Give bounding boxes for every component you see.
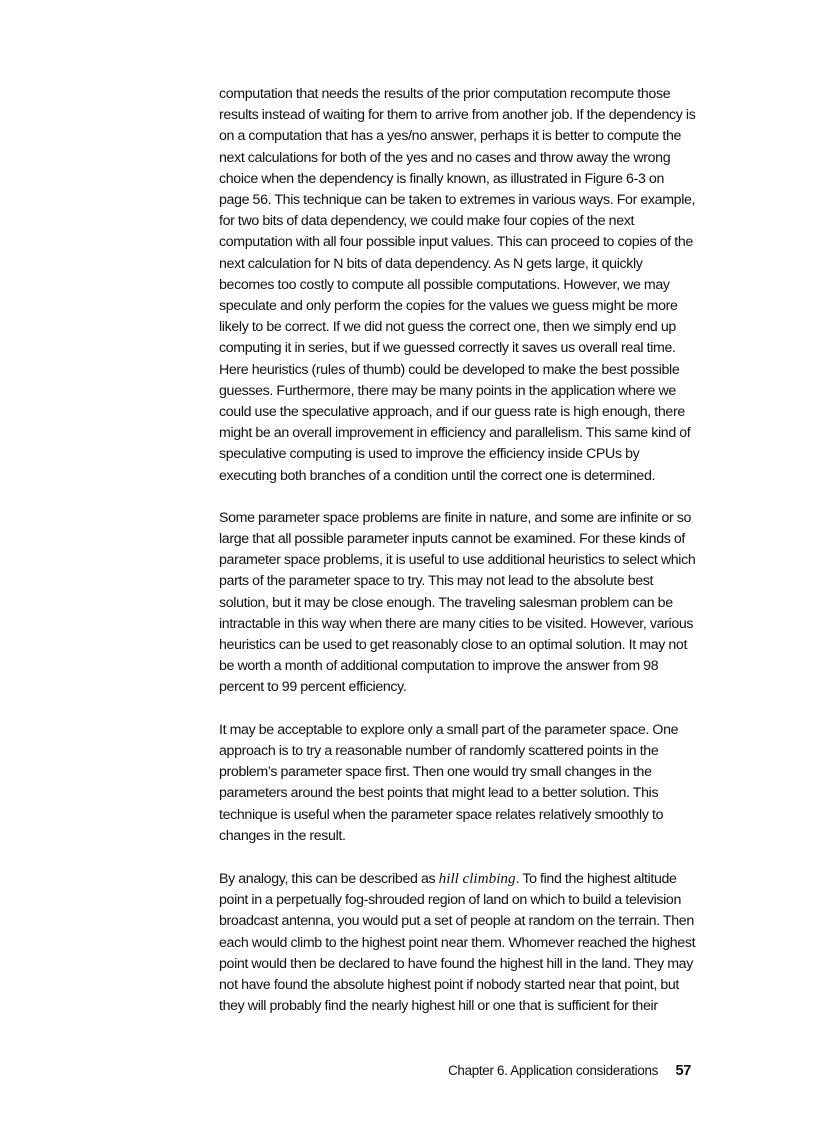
paragraph-parameter-space: Some parameter space problems are finite in nature, and some are infinite or so large that all possible parameter inputs cannot be examined. For these kinds of parameter space problems, it is useful to use additional heuristics to select which parts of the parameter space to try. This may not lead to the absolute best solution, but it may be close enough. The traveling salesman problem can be intractable in this way when there are many cities to be visited. However, various heuristics can be used to get reasonably close to an optimal solution. It may not be worth a month of additional computation to improve the answer from 98 percent to 99 percent efficiency. [219, 509, 696, 696]
chapter-title: Chapter 6. Application considerations [448, 1063, 659, 1078]
page-number: 57 [675, 1063, 691, 1079]
hill-paragraph-rest: . To find the highest altitude point in a perpetually fog-shrouded region of land on which to build a television broadcast antenna, you would put a set of people at random on the terrain. Then each would climb to the highest point near them. Whomever reached the highest point would then be declared to have found the highest hill in the land. They may not have found the absolute highest point if nobody started near that point, but they will probably find the nearly highest hill or one that is sufficient for their [219, 870, 696, 1015]
paragraph-speculative-computing: computation that needs the results of the prior computation recompute those results instead of waiting for them to arrive from another job. If the dependency is on a computation that has a yes/no answer, perhaps it is better to compute the next calculations for both of the yes and no cases and throw away the wrong choice when the dependency is finally known, as illustrated in Figure 6-3 on page 56. This technique can be taken to extremes in various ways. For example, for two bits of data dependency, we could make four copies of the next computation with all four possible input values. This can proceed to copies of the next calculation for N bits of data dependency. As N gets large, it quickly becomes too costly to compute all possible computations. However, we may speculate and only perform the copies for the values we guess might be more likely to be correct. If we did not guess the correct one, then we simply end up computing it in series, but if we guessed correctly it saves us overall real time. Here heuristics (rules of thumb) could be developed to make the best possible guesses. Furthermore, there may be many points in the application where we could use the speculative approach, and if our guess rate is high enough, there might be an overall improvement in efficiency and parallelism. This same kind of speculative computing is used to improve the efficiency inside CPUs by executing both branches of a condition until the correct one is determined. [219, 86, 696, 484]
paragraph-hill-climbing [219, 868, 697, 1017]
page-footer [448, 1063, 691, 1079]
body-text [219, 84, 697, 1038]
hill-climbing-term: hill climbing [438, 869, 516, 887]
hill-paragraph-intro: By analogy, this can be described as [219, 870, 439, 887]
paragraph-explore-parameter-space: It may be acceptable to explore only a small part of the parameter space. One approach is to try a reasonable number of randomly scattered points in the problem’s parameter space first. Then one would try small changes in the parameters around the best points that might lead to a better solution. This technique is useful when the parameter space relates relatively smoothly to changes in the result. [219, 721, 679, 844]
